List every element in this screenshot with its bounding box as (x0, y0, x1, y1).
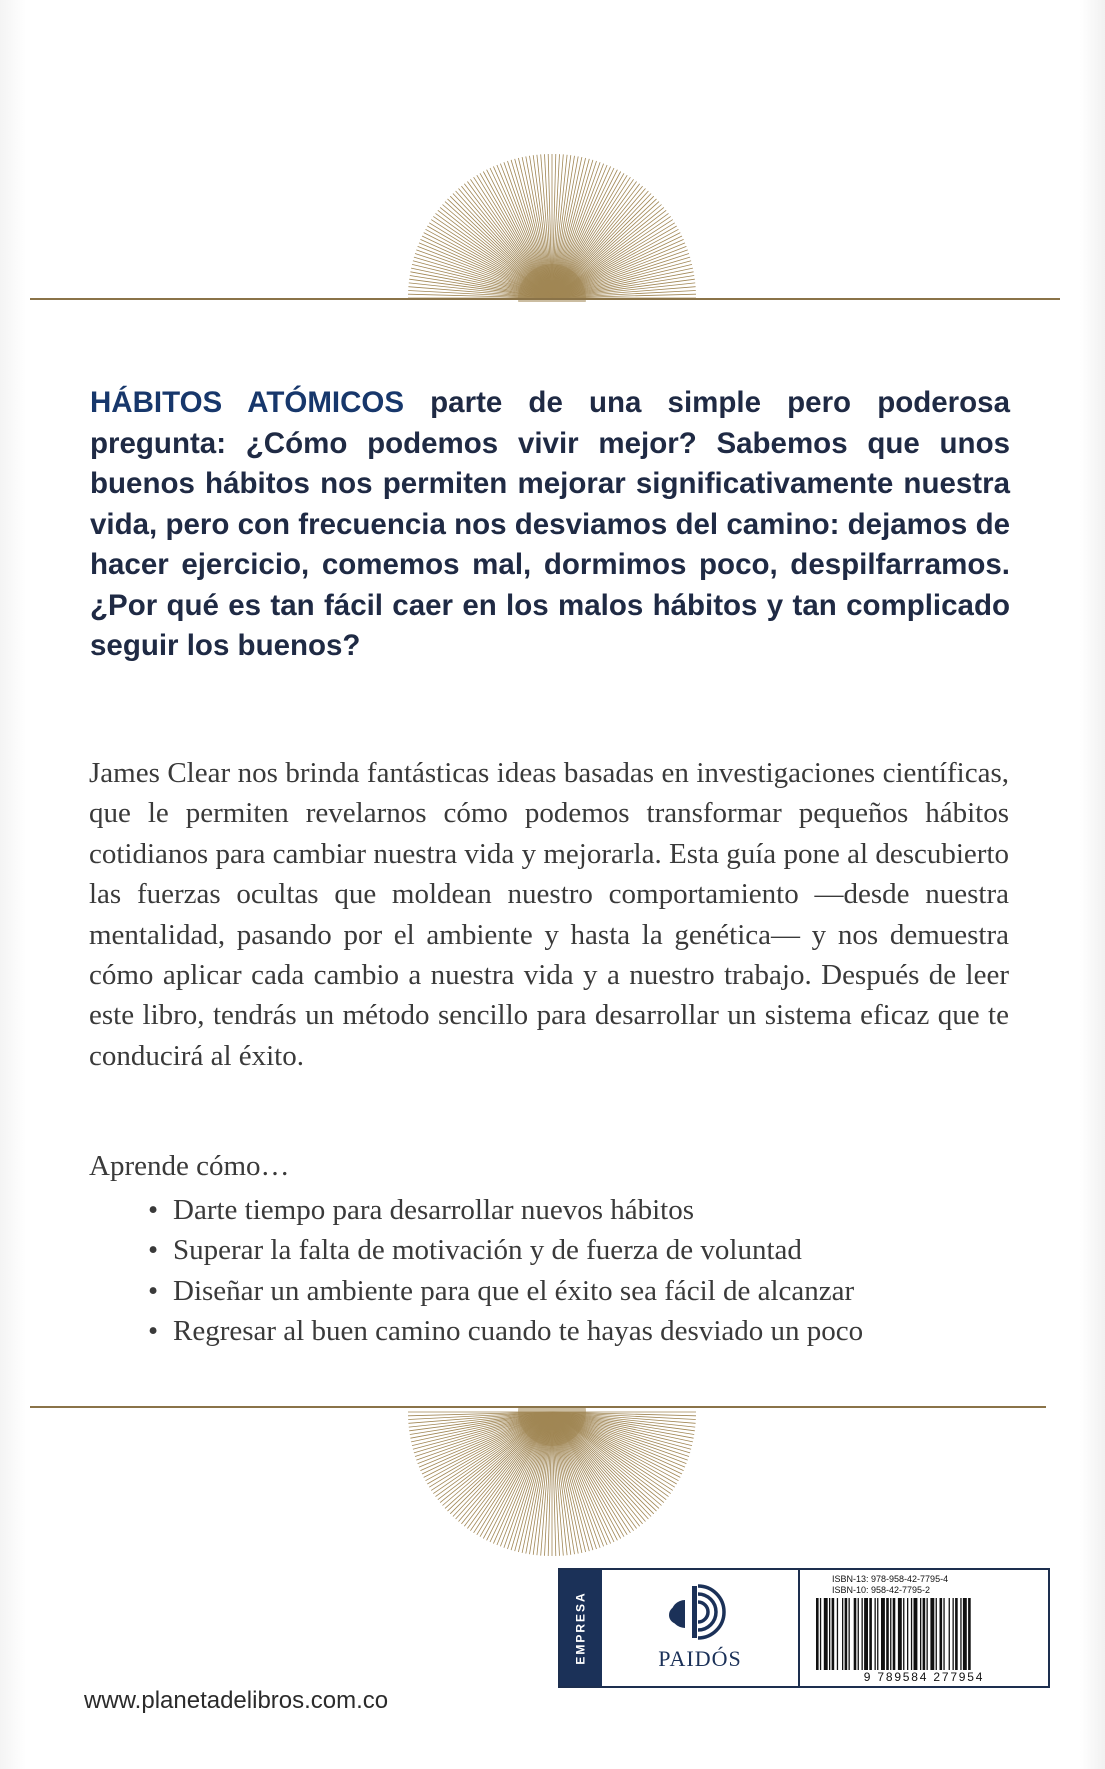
paidos-logo-icon (668, 1580, 734, 1644)
list-item: • Regresar al buen camino cuando te hayas desviado un poco (148, 1311, 863, 1351)
barcode-number: 9 789584 277954 (863, 1670, 985, 1684)
barcode-area (800, 1570, 1048, 1686)
bullet-icon: • (148, 1194, 159, 1226)
bullet-icon: • (148, 1234, 159, 1267)
barcode-icon (816, 1598, 1034, 1670)
imprint-band (560, 1570, 602, 1686)
book-title: HÁBITOS ATÓMICOS (90, 386, 405, 419)
intro-text: parte de una simple pero poderosa pregunta: ¿Cómo podemos vivir mejor? Sabemos que unos buenos hábitos nos permiten mejorar significativamente nuestra vida, pero con frecuencia nos desviamos del camino: dejamos de hacer ejercicio, comemos mal, dormimos poco, despilfarramos. ¿Por qué es tan fácil caer en los malos hábitos y tan complicado seguir los buenos? (90, 386, 1010, 662)
publisher-name: PAIDÓS (658, 1646, 742, 1671)
sunburst-bottom-icon (372, 1408, 732, 1560)
divider-top (30, 298, 1060, 300)
description-paragraph: James Clear nos brinda fantásticas ideas basadas en investigaciones científicas, que le permiten revelarnos cómo podemos transformar pequeños hábitos cotidianos para cambiar nuestra vida y mejorarla. Esta guía pone al descubierto las fuerzas ocultas que moldean nuestro comportamiento —desde nuestra mentalidad, pasando por el ambiente y hasta la genética— y nos demuestra cómo aplicar cada cambio a nuestra vida y a nuestro trabajo. Después de leer este libro, tendrás un método sencillo para desarrollar un sistema eficaz que te conducirá al éxito. (89, 757, 1009, 1072)
isbn-10: ISBN-10: 958-42-7795-2 (832, 1585, 931, 1595)
list-item: • Superar la falta de motivación y de fuerza de voluntad (148, 1230, 863, 1270)
intro-paragraph (90, 383, 1010, 667)
list-item: • Darte tiempo para desarrollar nuevos hábitos (148, 1190, 863, 1230)
bullet-icon: • (148, 1315, 159, 1348)
learn-heading: Aprende cómo… (89, 1150, 290, 1182)
isbn-13: ISBN-13: 978-958-42-7795-4 (832, 1574, 949, 1584)
publisher-box (558, 1568, 1050, 1688)
bullet-icon: • (148, 1274, 159, 1307)
sunburst-top-icon (372, 150, 732, 302)
publisher-logo-area (602, 1570, 800, 1686)
list-item: • Diseñar un ambiente para que el éxito sea fácil de alcanzar (148, 1271, 863, 1311)
publisher-website[interactable]: www.planetadelibros.com.co (84, 1687, 389, 1714)
learn-list (148, 1190, 863, 1352)
imprint-label: EMPRESA (574, 1591, 588, 1665)
